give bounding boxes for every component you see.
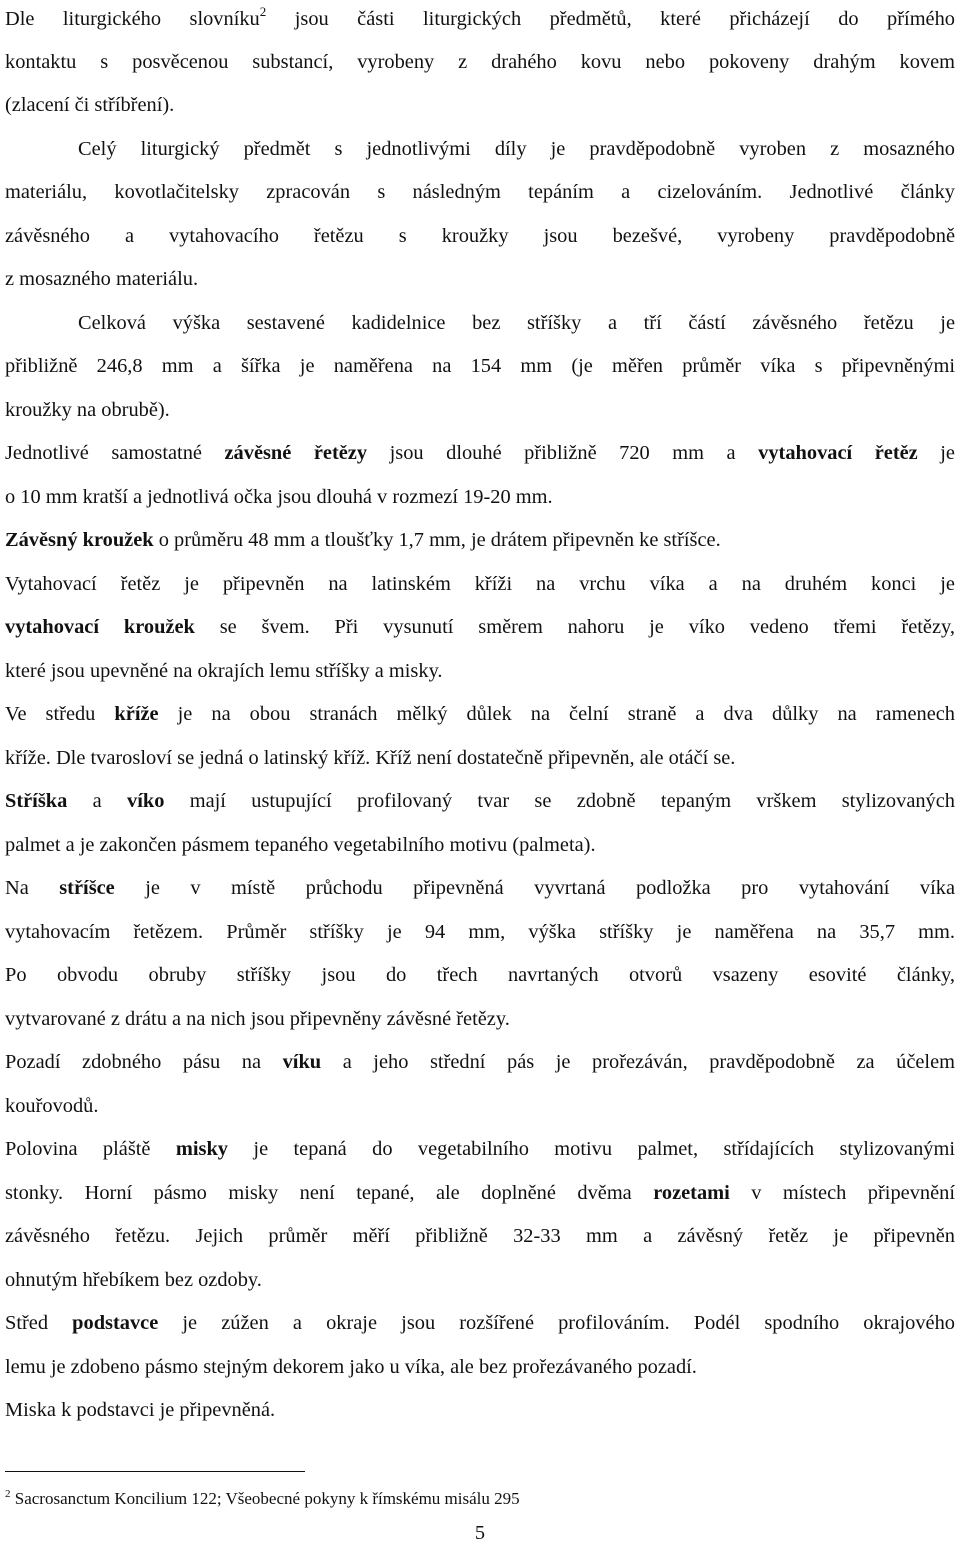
footnote-text: Sacrosanctum Koncilium 122; Všeobecné pokyny k římskému misálu 295 — [10, 1489, 520, 1508]
paragraph-11-line-2 — [5, 1178, 955, 1208]
text-run: se švem. Při vysunutí směrem nahoru je víko vedeno třemi řetězy, — [194, 616, 955, 638]
text-run: Na — [5, 877, 60, 899]
paragraph-11-line-3: závěsného řetězu. Jejich průměr měří přibližně 32-33 mm a závěsný řetěz je připevněn — [5, 1225, 955, 1247]
paragraph-11-line-1 — [5, 1134, 955, 1164]
paragraph-12-line-2: lemu je zdobeno pásmo stejným dekorem jako u víka, ale bez prořezávaného pozadí. — [5, 1356, 697, 1378]
text-run: Pozadí zdobného pásu na — [5, 1051, 283, 1073]
paragraph-6-line-2 — [5, 612, 955, 642]
text-run: jsou části liturgických předmětů, které přicházejí do přímého — [266, 8, 955, 30]
text-run: je na obou stranách mělký důlek na čelní straně a dva důlky na ramenech — [158, 703, 955, 725]
paragraph-9-line-4: vytvarované z drátu a na nich jsou připevněny závěsné řetězy. — [5, 1008, 510, 1030]
paragraph-3-line-2: přibližně 246,8 mm a šířka je naměřena na 154 mm (je měřen průměr víka s připevněnými — [5, 355, 955, 377]
bold-term: Stříška — [5, 790, 68, 812]
paragraph-3-line-3: kroužky na obrubě). — [5, 399, 170, 421]
text-run: Dle liturgického slovníku — [5, 8, 260, 30]
bold-term: vytahovací kroužek — [5, 616, 195, 638]
text-run: Polovina pláště — [5, 1138, 176, 1160]
paragraph-12-line-3: Miska k podstavci je připevněná. — [5, 1399, 276, 1421]
text-run: je tepaná do vegetabilního motivu palmet, střídajících stylizovanými — [228, 1138, 955, 1160]
paragraph-9-line-3: Po obvodu obruby stříšky jsou do třech navrtaných otvorů vsazeny esovité články, — [5, 964, 955, 986]
footnote-separator — [5, 1471, 305, 1472]
paragraph-12-line-1 — [5, 1308, 955, 1338]
paragraph-6-line-3: které jsou upevněné na okrajích lemu stříšky a misky. — [5, 660, 443, 682]
bold-term: Závěsný kroužek — [5, 529, 154, 551]
paragraph-1-line-2: kontaktu s posvěcenou substancí, vyrobeny z drahého kovu nebo pokoveny drahým kovem — [5, 51, 955, 73]
bold-term: víko — [127, 790, 165, 812]
text-run: o průměru 48 mm a tloušťky 1,7 mm, je drátem připevněn ke stříšce. — [153, 529, 721, 551]
paragraph-2-line-3: závěsného a vytahovacího řetězu s kroužky jsou bezešvé, vyrobeny pravděpodobně — [5, 225, 955, 247]
text-run: Jednotlivé samostatné — [5, 442, 225, 464]
paragraph-2-line-1: Celý liturgický předmět s jednotlivými díly je pravděpodobně vyroben z mosazného — [78, 138, 955, 160]
text-run: Ve středu — [5, 703, 115, 725]
bold-term: závěsné řetězy — [224, 442, 368, 464]
bold-term: podstavce — [72, 1312, 159, 1334]
paragraph-11-line-4: ohnutým hřebíkem bez ozdoby. — [5, 1269, 262, 1291]
bold-term: rozetami — [653, 1182, 730, 1204]
paragraph-3-line-1: Celková výška sestavené kadidelnice bez stříšky a tří částí závěsného řetězu je — [78, 312, 955, 334]
text-run: jsou dlouhé přibližně 720 mm a — [367, 442, 759, 464]
paragraph-7-line-2: kříže. Dle tvarosloví se jedná o latinský kříž. Kříž není dostatečně připevněn, ale otáčí se. — [5, 747, 736, 769]
text-run: je — [917, 442, 955, 464]
paragraph-1-line-3: (zlacení či stříbření). — [5, 94, 175, 116]
text-run: mají ustupující profilovaný tvar se zdobně tepaným vrškem stylizovaných — [164, 790, 956, 812]
text-run: v místech připevnění — [729, 1182, 955, 1204]
paragraph-4-line-2: o 10 mm kratší a jednotlivá očka jsou dlouhá v rozmezí 19-20 mm. — [5, 486, 553, 508]
footnote-marker: 2 — [5, 1488, 11, 1500]
text-run: je zúžen a okraje jsou rozšířené profilováním. Podél spodního okrajového — [158, 1312, 956, 1334]
footnote-reference[interactable]: 2 — [259, 4, 267, 19]
bold-term: víku — [282, 1051, 322, 1073]
paragraph-2-line-2: materiálu, kovotlačitelsky zpracován s následným tepáním a cizelováním. Jednotlivé články — [5, 181, 955, 203]
text-run: Střed — [5, 1312, 73, 1334]
bold-term: kříže — [114, 703, 159, 725]
bold-term: misky — [175, 1138, 228, 1160]
paragraph-1-line-1 — [5, 4, 955, 34]
footnote — [5, 1486, 520, 1512]
paragraph-2-line-4: z mosazného materiálu. — [5, 268, 199, 290]
bold-term: stříšce — [59, 877, 115, 899]
paragraph-4-line-1 — [5, 438, 955, 468]
paragraph-8-line-2: palmet a je zakončen pásmem tepaného vegetabilního motivu (palmeta). — [5, 834, 596, 856]
paragraph-8-line-1 — [5, 786, 955, 816]
paragraph-10-line-1 — [5, 1047, 955, 1077]
text-run: a jeho střední pás je prořezáván, pravděpodobně za účelem — [321, 1051, 955, 1073]
paragraph-5-line-1 — [5, 525, 955, 555]
paragraph-6-line-1: Vytahovací řetěz je připevněn na latinském kříži na vrchu víka a na druhém konci je — [5, 573, 955, 595]
paragraph-9-line-1 — [5, 873, 955, 903]
text-run: a — [67, 790, 127, 812]
page-number: 5 — [474, 1522, 486, 1544]
bold-term: vytahovací řetěz — [758, 442, 918, 464]
paragraph-10-line-2: kouřovodů. — [5, 1095, 99, 1117]
paragraph-9-line-2: vytahovacím řetězem. Průměr stříšky je 94 mm, výška stříšky je naměřena na 35,7 mm. — [5, 921, 955, 943]
text-run: je v místě průchodu připevněná vyvrtaná podložka pro vytahování víka — [114, 877, 955, 899]
text-run: stonky. Horní pásmo misky není tepané, ale doplněné dvěma — [5, 1182, 654, 1204]
paragraph-7-line-1 — [5, 699, 955, 729]
